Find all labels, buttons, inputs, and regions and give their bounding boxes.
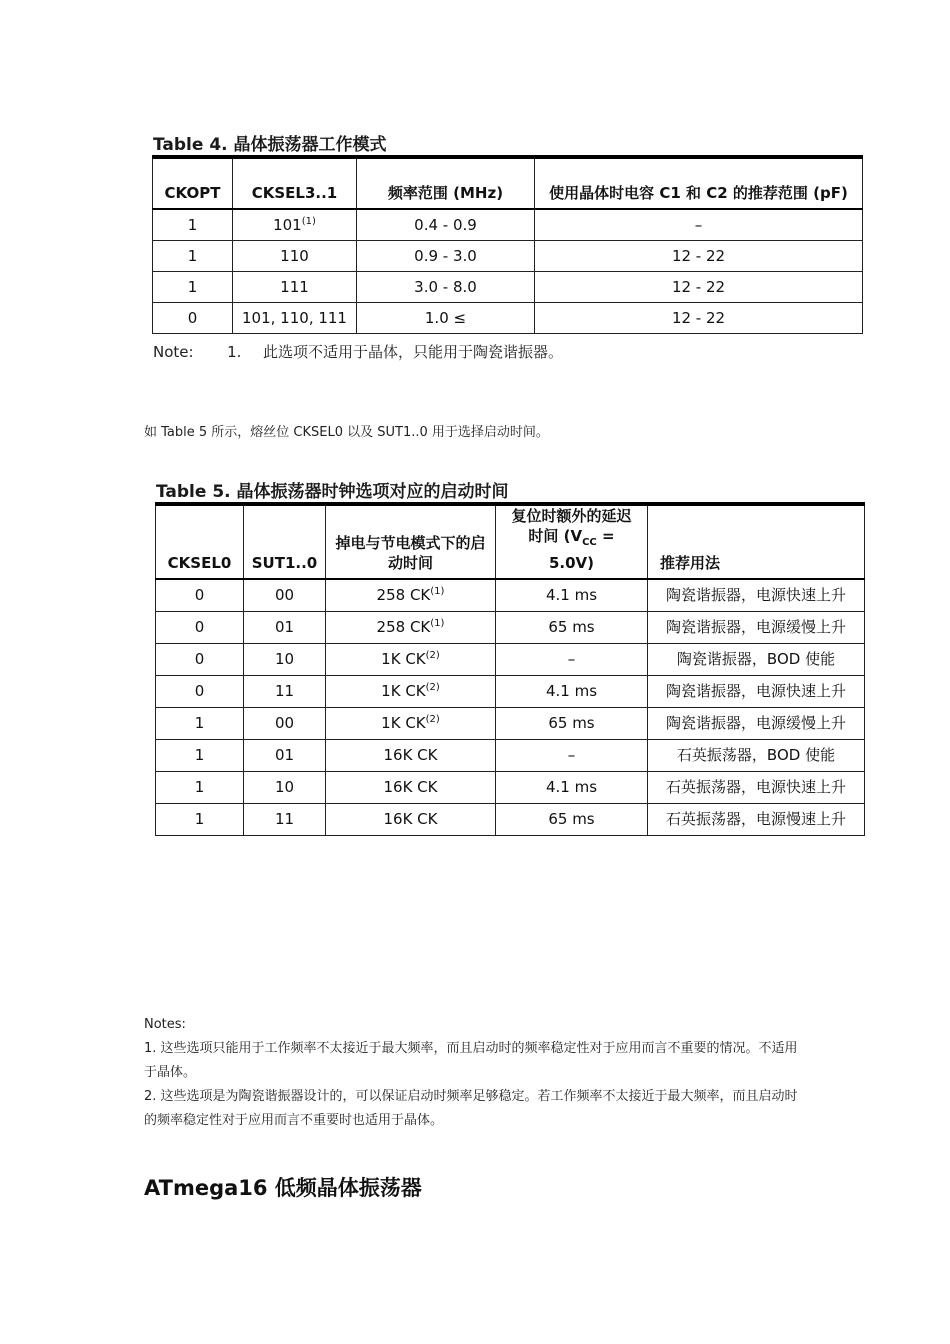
table-row — [156, 579, 865, 611]
t5-cell-cksel0: 0 — [156, 579, 244, 611]
t4-cell-ckopt: 1 — [153, 240, 233, 271]
table-row — [156, 771, 865, 803]
table-row — [156, 803, 865, 835]
table-row — [156, 675, 865, 707]
t5-cell-delay: – — [496, 739, 648, 771]
t5-cell-cksel0: 1 — [156, 771, 244, 803]
t4-cell-cksel: 110 — [233, 240, 357, 271]
t4-cell-cap: 12 - 22 — [535, 271, 863, 302]
t5-cell-startup: 16K CK — [326, 739, 496, 771]
t5-cell-sut: 01 — [244, 611, 326, 643]
t5-cell-sut: 10 — [244, 771, 326, 803]
t4-cell-freq: 1.0 ≤ — [357, 302, 535, 333]
table4 — [152, 155, 863, 334]
table4-caption: Table 4. 晶体振荡器工作模式 — [153, 135, 387, 155]
t5-cell-sut: 00 — [244, 707, 326, 739]
t4-cell-cksel: 101$^{(1)}$ — [233, 209, 357, 240]
t4-cell-cksel: 101, 110, 111 — [233, 302, 357, 333]
table-row — [156, 739, 865, 771]
table-row — [153, 240, 863, 271]
note-item-1: 1. 这些选项只能用于工作频率不太接近于最大频率，而且启动时的频率稳定性对于应用而言不重要的情况。不适用于晶体。 — [144, 1041, 798, 1080]
t5-header-startup: 掉电与节电模式下的启动时间 — [326, 504, 496, 579]
note-text: 此选项不适用于晶体，只能用于陶瓷谐振器。 — [263, 343, 564, 361]
note-number: 1. — [227, 343, 242, 361]
t5-cell-sut: 00 — [244, 579, 326, 611]
t5-cell-cksel0: 0 — [156, 643, 244, 675]
note-label: Note: — [153, 343, 194, 361]
note-item-2: 2. 这些选项是为陶瓷谐振器设计的，可以保证启动时频率足够稳定。若工作频率不太接近于最大频率，而且启动时的频率稳定性对于应用而言不重要时也适用于晶体。 — [144, 1089, 798, 1128]
t4-cell-ckopt: 1 — [153, 209, 233, 240]
t5-cell-sut: 11 — [244, 803, 326, 835]
t4-cell-freq: 3.0 - 8.0 — [357, 271, 535, 302]
table-row — [153, 302, 863, 333]
t5-cell-delay: – — [496, 643, 648, 675]
t5-cell-cksel0: 1 — [156, 739, 244, 771]
t5-cell-usage: 石英振荡器，电源慢速上升 — [648, 803, 865, 835]
t5-cell-startup: 16K CK — [326, 771, 496, 803]
t5-cell-cksel0: 0 — [156, 611, 244, 643]
t4-cell-cksel: 111 — [233, 271, 357, 302]
t5-cell-startup: 16K CK — [326, 803, 496, 835]
t4-cell-cap: – — [535, 209, 863, 240]
table-row — [156, 643, 865, 675]
t4-cell-freq: 0.4 - 0.9 — [357, 209, 535, 240]
t4-cell-ckopt: 0 — [153, 302, 233, 333]
t5-cell-usage: 陶瓷谐振器，电源快速上升 — [648, 579, 865, 611]
table-row — [153, 271, 863, 302]
t5-header-delay: 复位时额外的延迟时间 $(V_{CC} = 5.0V)$ — [496, 504, 648, 579]
table5 — [155, 502, 865, 836]
t4-header-cap: 使用晶体时电容 C1 和 C2 的推荐范围 (pF) — [535, 157, 863, 209]
t5-cell-usage: 石英振荡器，电源快速上升 — [648, 771, 865, 803]
table5-caption: Table 5. 晶体振荡器时钟选项对应的启动时间 — [156, 482, 509, 502]
t5-cell-usage: 石英振荡器，BOD 使能 — [648, 739, 865, 771]
t5-header-usage: 推荐用法 — [648, 504, 865, 579]
t5-cell-cksel0: 0 — [156, 675, 244, 707]
t5-header-cksel0: CKSEL0 — [156, 504, 244, 579]
t4-header-freq: 频率范围 (MHz) — [357, 157, 535, 209]
t5-cell-usage: 陶瓷谐振器，电源快速上升 — [648, 675, 865, 707]
t4-header-ckopt: CKOPT — [153, 157, 233, 209]
t5-cell-startup: 258 CK$^{(1)}$ — [326, 611, 496, 643]
t5-cell-delay: 4.1 ms — [496, 675, 648, 707]
t5-cell-cksel0: 1 — [156, 707, 244, 739]
table4-note — [153, 341, 563, 362]
t5-header-sut: SUT1..0 — [244, 504, 326, 579]
intro-paragraph: 如 Table 5 所示，熔丝位 CKSEL0 以及 SUT1..0 用于选择启动时间。 — [144, 425, 549, 440]
t4-header-cksel: CKSEL3..1 — [233, 157, 357, 209]
t5-cell-cksel0: 1 — [156, 803, 244, 835]
t5-cell-delay: 4.1 ms — [496, 579, 648, 611]
t5-cell-startup: 1K CK$^{(2)}$ — [326, 675, 496, 707]
t5-cell-sut: 11 — [244, 675, 326, 707]
t5-cell-delay: 65 ms — [496, 707, 648, 739]
t5-cell-usage: 陶瓷谐振器，电源缓慢上升 — [648, 611, 865, 643]
t5-cell-sut: 10 — [244, 643, 326, 675]
t5-cell-delay: 65 ms — [496, 803, 648, 835]
notes-title: Notes: — [144, 1017, 186, 1032]
t4-cell-cap: 12 - 22 — [535, 240, 863, 271]
t4-cell-cap: 12 - 22 — [535, 302, 863, 333]
t5-cell-sut: 01 — [244, 739, 326, 771]
notes-section — [144, 1013, 804, 1133]
table-row — [156, 707, 865, 739]
t5-cell-usage: 陶瓷谐振器，BOD 使能 — [648, 643, 865, 675]
t4-cell-ckopt: 1 — [153, 271, 233, 302]
table-row — [153, 209, 863, 240]
section-heading: ATmega16 低频晶体振荡器 — [144, 1176, 422, 1200]
t4-cell-freq: 0.9 - 3.0 — [357, 240, 535, 271]
table-row — [156, 611, 865, 643]
t5-cell-delay: 4.1 ms — [496, 771, 648, 803]
t5-cell-startup: 258 CK$^{(1)}$ — [326, 579, 496, 611]
t5-cell-delay: 65 ms — [496, 611, 648, 643]
t5-cell-startup: 1K CK$^{(2)}$ — [326, 643, 496, 675]
t5-cell-usage: 陶瓷谐振器，电源缓慢上升 — [648, 707, 865, 739]
t5-cell-startup: 1K CK$^{(2)}$ — [326, 707, 496, 739]
